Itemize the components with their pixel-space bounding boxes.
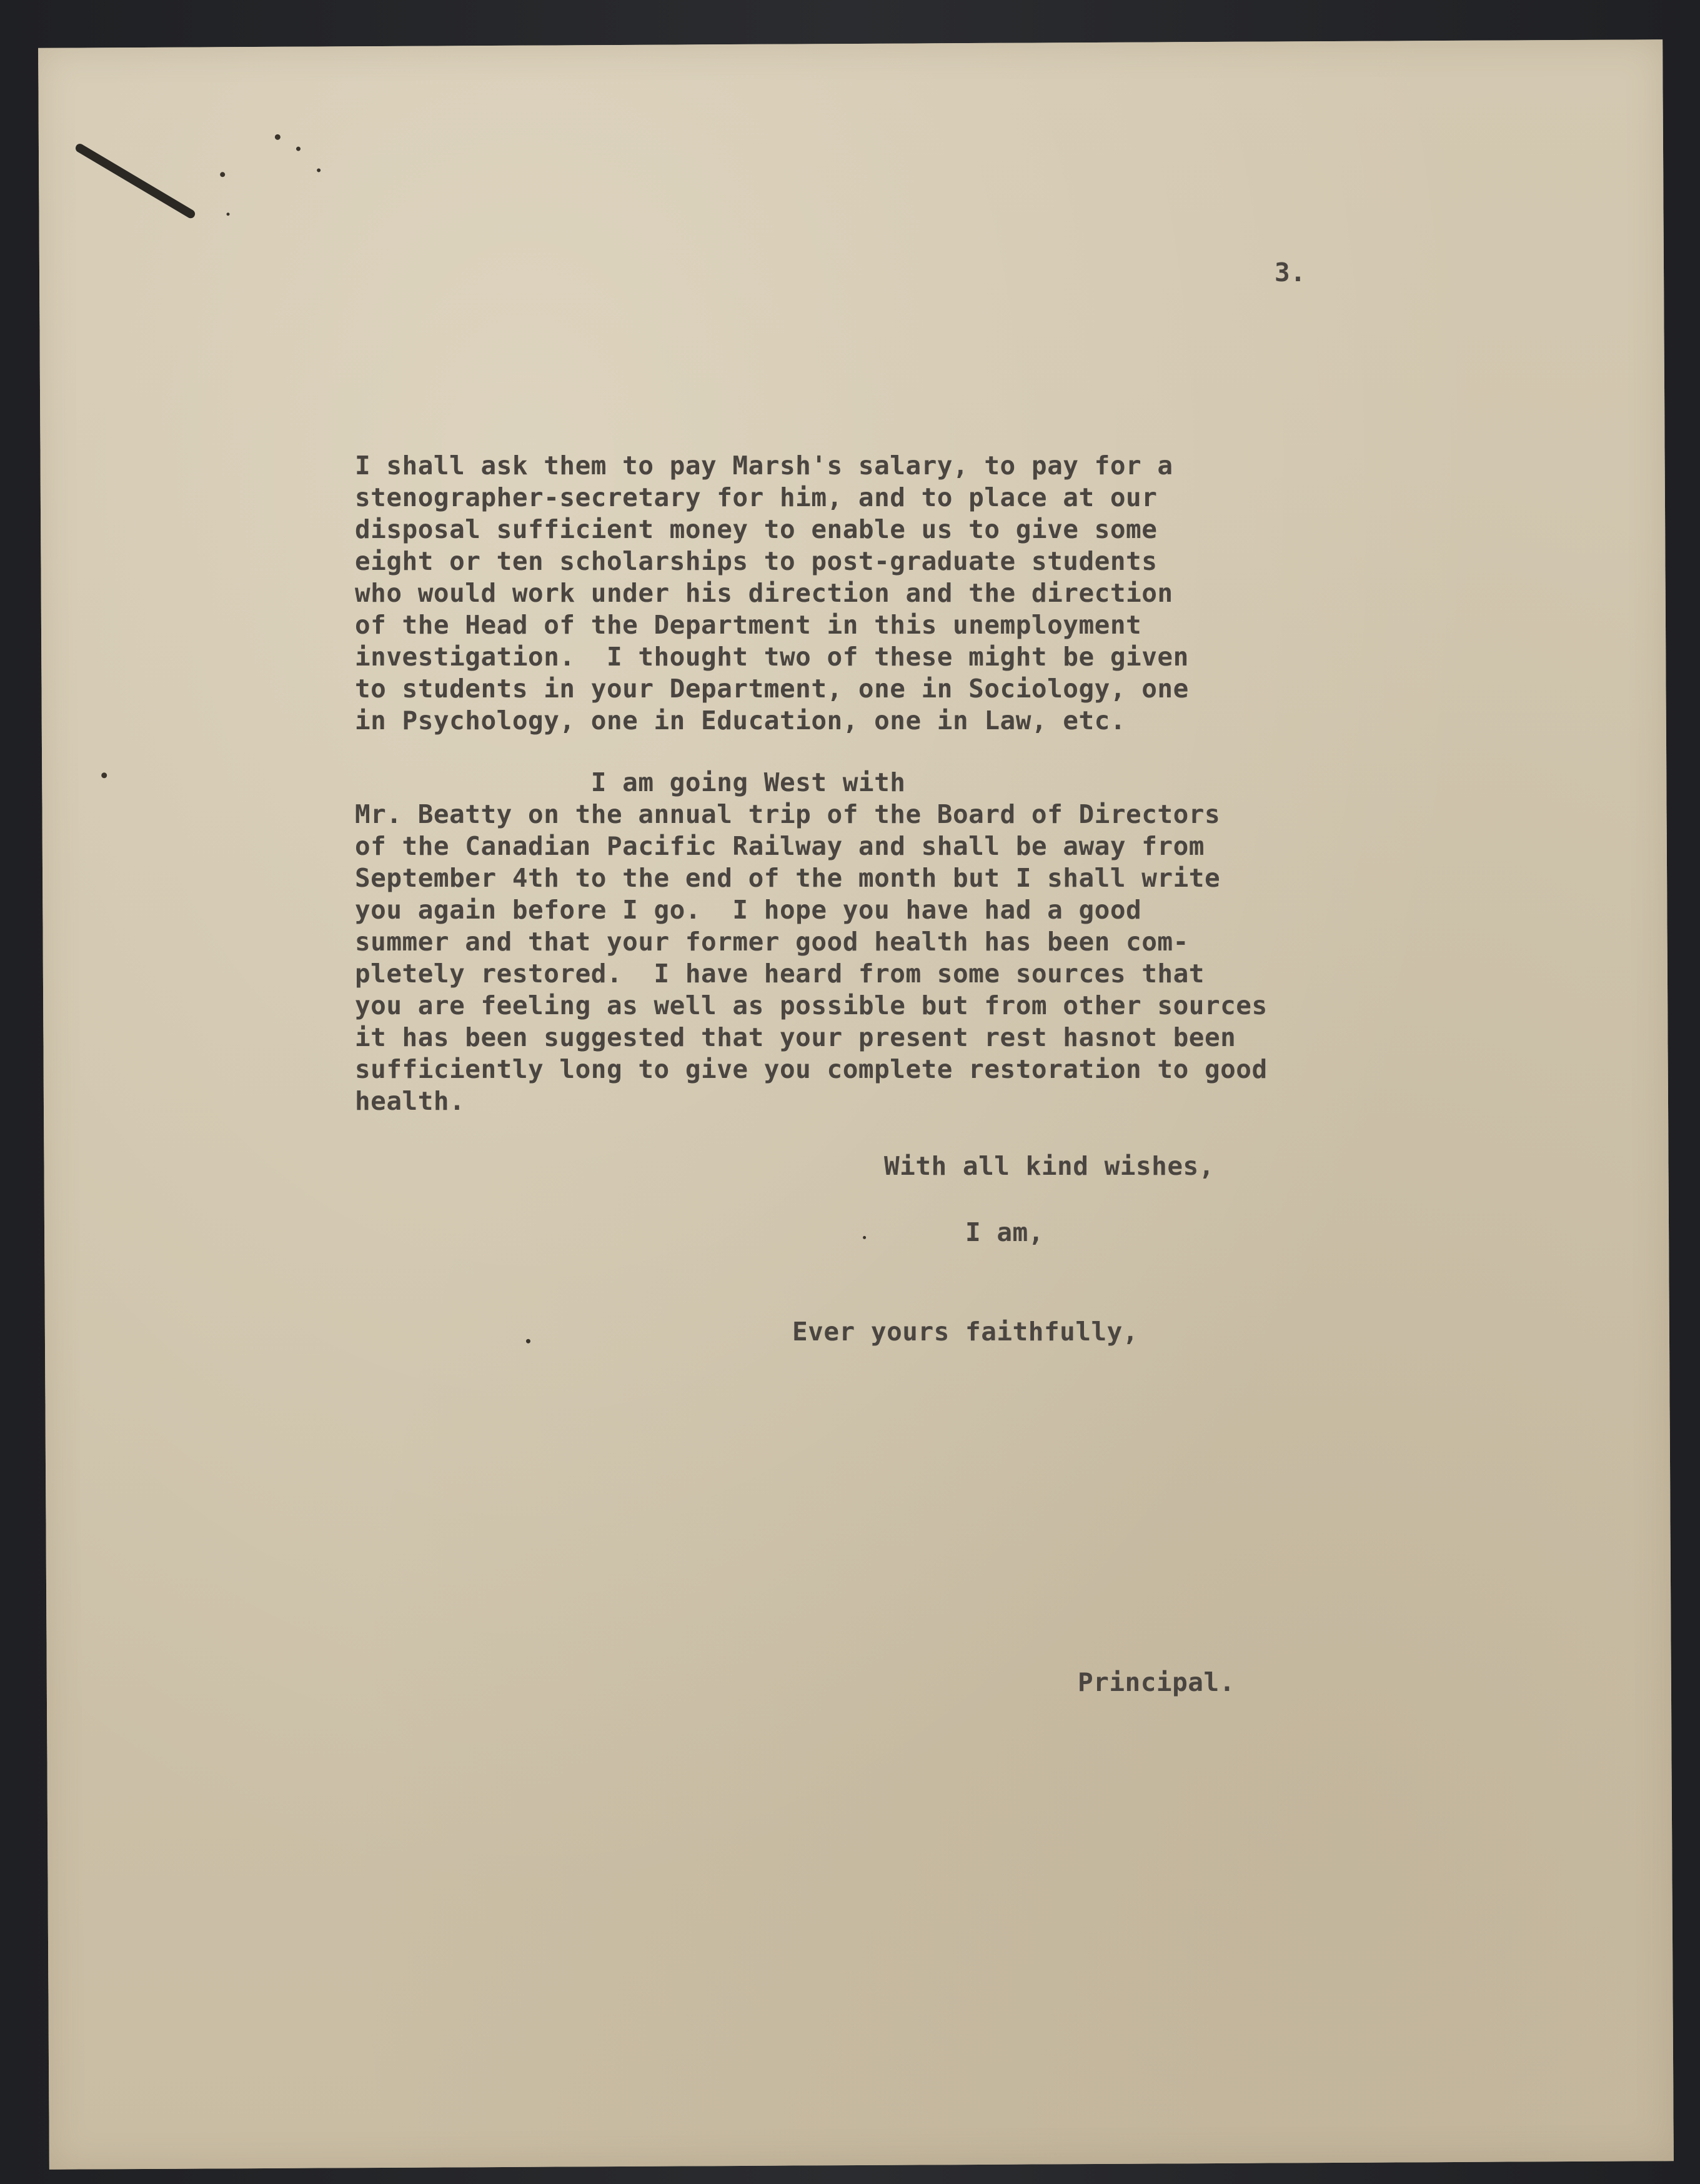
ink-speck (275, 134, 281, 140)
ink-speck (101, 772, 107, 778)
ink-speck (526, 1339, 530, 1344)
ink-speck (296, 147, 301, 151)
ink-speck (227, 212, 230, 216)
closing-sign-off: Ever yours faithfully, (792, 1317, 1139, 1347)
body-paragraph-2: I am going West with Mr. Beatty on the annual trip of the Board of Directors of the Canadian Pacific Railway and shall be away from September 4th to the end of the month but I shall write you again before I go. I hope you have had a good summer and that your former good health has been com- pletely restored. I have heard from some sources that you are feeling as well as possible but from other sources it has been suggested that your present rest hasnot been sufficiently long to give you complete restoration to good health. (355, 767, 1268, 1116)
page-number: 3. (1275, 257, 1306, 287)
ink-speck (317, 168, 321, 172)
closing-i-am: I am, (965, 1217, 1044, 1247)
closing-wishes: With all kind wishes, (884, 1151, 1215, 1181)
body-paragraph-1: I shall ask them to pay Marsh's salary, to pay for a stenographer-secretary for him, and to place at our disposal sufficient money to enable us to give some eight or ten scholarships to post-graduate students who would work under his direction and the direction of the Head of the Department in this unemployment investigation. I thought two of these might be given to students in your Department, one in Sociology, one in Psychology, one in Education, one in Law, etc. (355, 451, 1189, 735)
ink-speck (863, 1236, 866, 1239)
pen-mark (74, 142, 196, 219)
signature-title: Principal. (1078, 1667, 1235, 1697)
ink-speck (220, 172, 225, 177)
